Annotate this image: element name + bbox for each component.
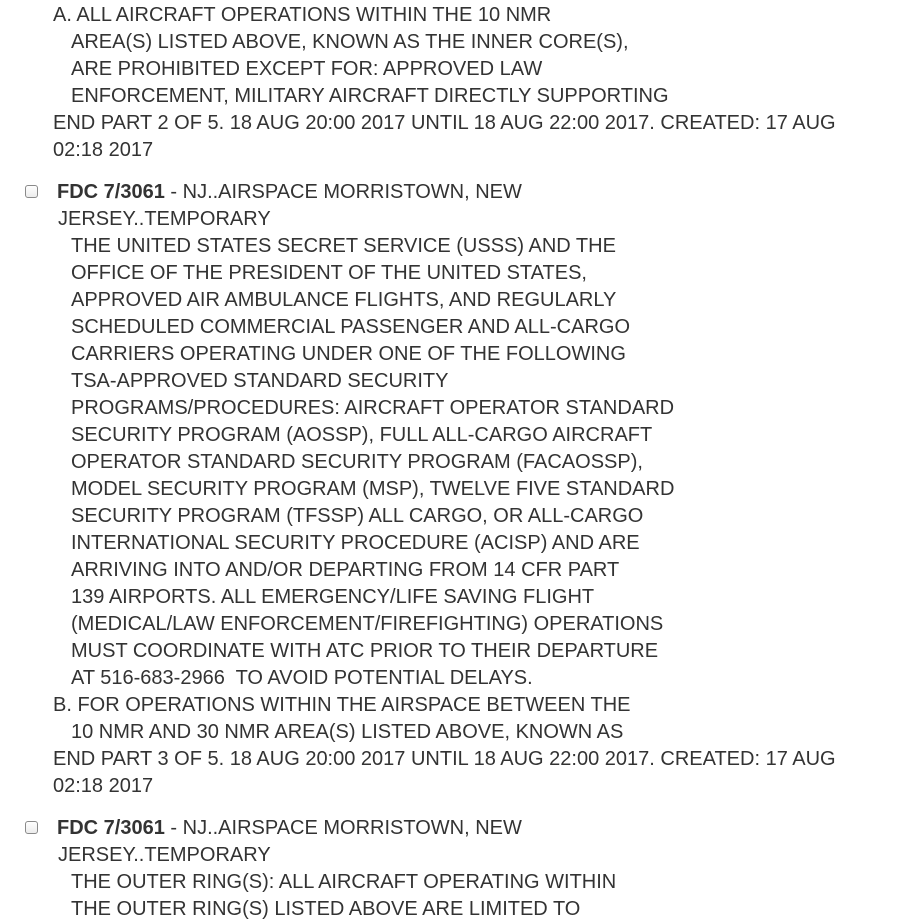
notam-text-line: AREA(S) LISTED ABOVE, KNOWN AS THE INNER CORE(S), [71,31,629,53]
notam-id: FDC 7/3061 [57,817,165,839]
notam-text-line: OFFICE OF THE PRESIDENT OF THE UNITED STATES, [71,262,587,284]
notam-title: NJ..AIRSPACE MORRISTOWN, NEW [182,181,522,203]
notam-text-line: ENFORCEMENT, MILITARY AIRCRAFT DIRECTLY SUPPORTING [71,85,669,107]
notam-title-line [0,179,898,206]
notam-select-checkbox[interactable] [25,821,38,834]
notam-text-line: 139 AIRPORTS. ALL EMERGENCY/LIFE SAVING FLIGHT [71,586,595,608]
notam-text-line: INTERNATIONAL SECURITY PROCEDURE (ACISP) AND ARE [71,532,640,554]
notam-text-line: SECURITY PROGRAM (TFSSP) ALL CARGO, OR ALL-CARGO [71,505,644,527]
notam-text-line: AT 516-683-2966 TO AVOID POTENTIAL DELAYS. [71,667,533,689]
notam-text-line: CARRIERS OPERATING UNDER ONE OF THE FOLLOWING [71,343,626,365]
notam-text-line: SCHEDULED COMMERCIAL PASSENGER AND ALL-CARGO [71,316,631,338]
notam-text-line: MUST COORDINATE WITH ATC PRIOR TO THEIR DEPARTURE [71,640,659,662]
notam-entry [0,815,898,923]
notam-footer-line: END PART 3 OF 5. 18 AUG 20:00 2017 UNTIL 18 AUG 22:00 2017. CREATED: 17 AUG [53,748,836,770]
notam-separator: - [164,181,183,203]
notam-text-line: TSA-APPROVED STANDARD SECURITY [71,370,449,392]
notam-text-line: THE OUTER RING(S): ALL AIRCRAFT OPERATING WITHIN [71,871,617,893]
notam-title-line: JERSEY..TEMPORARY [58,844,271,866]
notam-footer-line: 02:18 2017 [53,775,154,797]
notam-text-line: APPROVED AIR AMBULANCE FLIGHTS, AND REGULARLY [71,289,617,311]
notam-text-line: A. ALL AIRCRAFT OPERATIONS WITHIN THE 10 NMR [53,4,552,26]
notam-footer-line: END PART 2 OF 5. 18 AUG 20:00 2017 UNTIL 18 AUG 22:00 2017. CREATED: 17 AUG [53,112,836,134]
notam-footer-line: 02:18 2017 [53,139,154,161]
notam-title-line [0,815,898,842]
notam-text-line: PROGRAMS/PROCEDURES: AIRCRAFT OPERATOR STANDARD [71,397,675,419]
notam-text-line: 10 NMR AND 30 NMR AREA(S) LISTED ABOVE, KNOWN AS [71,721,624,743]
notam-text-line: ARE PROHIBITED EXCEPT FOR: APPROVED LAW [71,58,543,80]
notam-title-line: JERSEY..TEMPORARY [58,208,271,230]
notam-separator: - [164,817,183,839]
notam-text-line: ARRIVING INTO AND/OR DEPARTING FROM 14 CFR PART [71,559,620,581]
notam-text-line: MODEL SECURITY PROGRAM (MSP), TWELVE FIVE STANDARD [71,478,675,500]
notam-entry [0,179,898,800]
notam-text-line: THE UNITED STATES SECRET SERVICE (USSS) AND THE [71,235,616,257]
notam-text-line: THE OUTER RING(S) LISTED ABOVE ARE LIMITED TO [71,898,581,920]
notam-select-checkbox[interactable] [25,185,38,198]
notam-text-line: SECURITY PROGRAM (AOSSP), FULL ALL-CARGO AIRCRAFT [71,424,653,446]
notam-text-line: (MEDICAL/LAW ENFORCEMENT/FIREFIGHTING) OPERATIONS [71,613,664,635]
notam-title: NJ..AIRSPACE MORRISTOWN, NEW [182,817,522,839]
notam-id: FDC 7/3061 [57,181,165,203]
notam-text-line: OPERATOR STANDARD SECURITY PROGRAM (FACAOSSP), [71,451,643,473]
notam-part-2-continuation [0,0,898,164]
notam-text-line: B. FOR OPERATIONS WITHIN THE AIRSPACE BETWEEN THE [53,694,631,716]
